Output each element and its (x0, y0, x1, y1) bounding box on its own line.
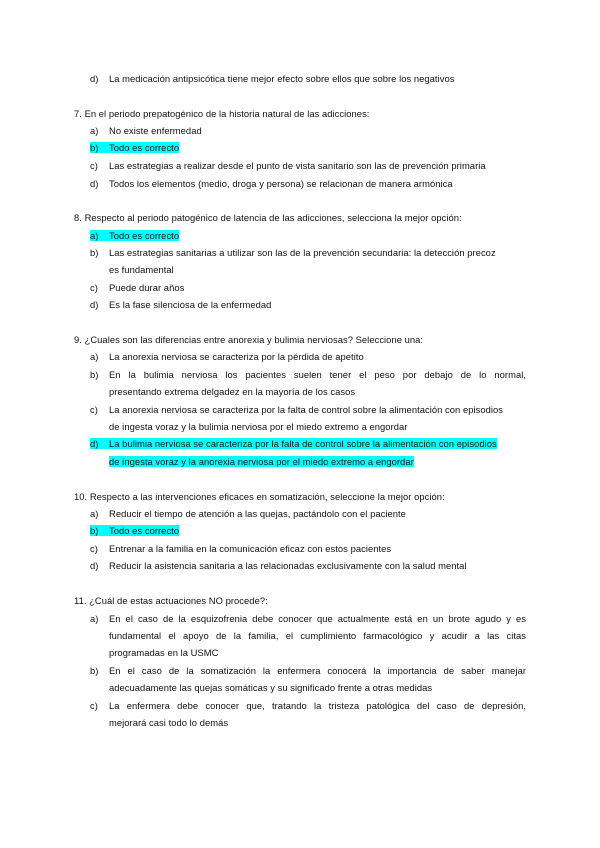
q11-option-a-cont2: programadas en la USMC (109, 647, 219, 658)
q9-option-b-cont: presentando extrema delgadez en la mayoría de los casos (109, 386, 356, 397)
option-text: La medicación antipsicótica tiene mejor efecto sobre ellos que sobre los negativos (109, 73, 455, 84)
option-letter: d) (90, 73, 99, 84)
option-letter: b) (90, 247, 99, 258)
option-letter: c) (90, 160, 98, 171)
q8-option-b-cont: es fundamental (109, 264, 174, 275)
option-letter: d) (90, 299, 99, 310)
option-text-highlighted: de ingesta voraz y la anorexia nerviosa por el miedo extremo a engordar (109, 456, 414, 467)
q7-option-c (90, 159, 486, 172)
q9-option-d-cont (109, 455, 414, 468)
q8-option-c (90, 281, 184, 294)
q10-option-a (90, 507, 406, 520)
q9-option-a (90, 350, 364, 363)
option-text: Entrenar a la familia en la comunicación eficaz con estos pacientes (109, 543, 392, 554)
q11-option-b-cont: adecuadamente las quejas somáticas y su significado frente a otras medidas (109, 682, 433, 693)
option-text: En el caso de la somatización la enfermera conocerá la importancia de saber manejar (109, 665, 526, 676)
option-text-highlighted: Todo es correcto (109, 525, 180, 536)
option-letter: c) (90, 543, 98, 554)
option-letter: c) (90, 700, 98, 711)
option-letter: b) (90, 665, 99, 676)
q8-option-d (90, 298, 271, 311)
option-letter: d) (90, 178, 99, 189)
q9-option-d (90, 437, 497, 450)
option-letter: d) (90, 438, 99, 449)
option-text-highlighted: Todo es correcto (109, 230, 180, 241)
option-letter: c) (90, 404, 98, 415)
option-text: Es la fase silenciosa de la enfermedad (109, 299, 272, 310)
option-letter: b) (90, 369, 99, 380)
q10-option-c (90, 542, 391, 555)
q10-option-b (90, 524, 179, 537)
option-text: fundamental el apoyo de la familia, el cumplimiento farmacológico y acudir a las citas (109, 630, 526, 641)
q6-option-d (90, 72, 454, 85)
q11-title: 11. ¿Cuál de estas actuaciones NO procede?: (74, 595, 268, 606)
q11-option-a (90, 612, 526, 625)
q10-option-d (90, 559, 467, 572)
q11-option-a-cont1 (109, 629, 526, 642)
option-text: Las estrategias sanitarias a utilizar son las de la prevención secundaria: la detección precoz (109, 247, 496, 258)
q8-option-b (90, 246, 496, 259)
option-letter: a) (90, 230, 99, 241)
option-text-highlighted: La bulimia nerviosa se caracteriza por la falta de control sobre la alimentación con episodios (109, 438, 497, 449)
option-letter: b) (90, 142, 99, 153)
q11-option-c (90, 699, 526, 712)
option-letter: a) (90, 613, 99, 624)
q9-option-c (90, 403, 503, 416)
q9-option-c-cont: de ingesta voraz y la bulimia nerviosa por el miedo extremo a engordar (109, 421, 408, 432)
option-letter: d) (90, 560, 99, 571)
option-text-highlighted: Todo es correcto (109, 142, 180, 153)
option-letter: a) (90, 508, 99, 519)
option-text: No existe enfermedad (109, 125, 202, 136)
option-text: En el caso de la esquizofrenia debe conocer que actualmente está en un brote agudo y es (109, 613, 526, 624)
q9-title: 9. ¿Cuales son las diferencias entre anorexia y bulimia nerviosas? Seleccione una: (74, 334, 424, 345)
option-letter: a) (90, 125, 99, 136)
option-text: Reducir el tiempo de atención a las quejas, pactándolo con el paciente (109, 508, 406, 519)
q7-option-a (90, 124, 202, 137)
q7-option-b (90, 141, 179, 154)
q7-title: 7. En el periodo prepatogénico de la historia natural de las adicciones: (74, 108, 370, 119)
q11-option-b (90, 664, 526, 677)
q10-title: 10. Respecto a las intervenciones eficaces en somatización, seleccione la mejor opción: (74, 491, 445, 502)
q7-option-d (90, 177, 453, 190)
q8-title: 8. Respecto al periodo patogénico de latencia de las adicciones, selecciona la mejor opción: (74, 212, 462, 223)
q9-option-b (90, 368, 526, 381)
q11-option-c-cont: mejorará casi todo lo demás (109, 717, 229, 728)
q8-option-a (90, 229, 179, 242)
option-text: La anorexia nerviosa se caracteriza por la pérdida de apetito (109, 351, 364, 362)
option-letter: a) (90, 351, 99, 362)
option-text: Puede durar años (109, 282, 185, 293)
option-text: Las estrategias a realizar desde el punto de vista sanitario son las de prevención primaria (109, 160, 486, 171)
option-letter: c) (90, 282, 98, 293)
option-letter: b) (90, 525, 99, 536)
option-text: En la bulimia nerviosa los pacientes suelen tener el peso por debajo de lo normal, (109, 369, 526, 380)
option-text: La anorexia nerviosa se caracteriza por la falta de control sobre la alimentación con episodios (109, 404, 504, 415)
option-text: Todos los elementos (medio, droga y persona) se relacionan de manera armónica (109, 178, 453, 189)
option-text: Reducir la asistencia sanitaria a las relacionadas exclusivamente con la salud mental (109, 560, 467, 571)
option-text: La enfermera debe conocer que, tratando la tristeza patológica del caso de depresión, (109, 700, 526, 711)
